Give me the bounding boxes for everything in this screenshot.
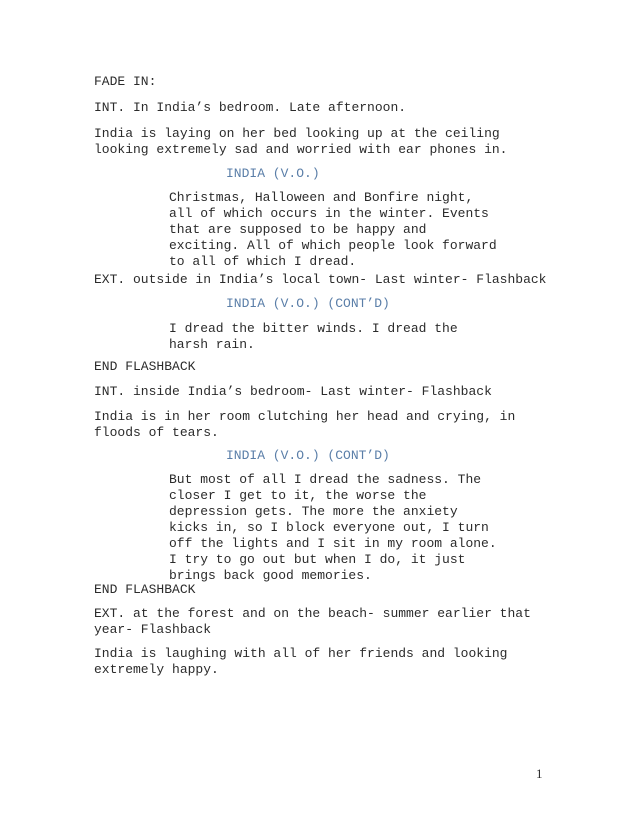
dialogue: But most of all I dread the sadness. The closer I get to it, the worse the depression gets. The more the anxiety kicks in, so I block everyone out, I turn off the lights and I sit in my room alone. I try to go out but when I do, it just brings back good memories.: [169, 472, 497, 583]
transition-fade-in: FADE IN:: [94, 74, 157, 89]
action-line: India is in her room clutching her head and crying, in floods of tears.: [94, 409, 516, 440]
character-name: INDIA (V.O.) (CONT’D): [226, 296, 390, 311]
scene-heading: INT. inside India’s bedroom- Last winter- Flashback: [94, 384, 492, 399]
scene-heading: EXT. at the forest and on the beach- summer earlier that year- Flashback: [94, 606, 531, 637]
character-name: INDIA (V.O.) (CONT’D): [226, 448, 390, 463]
end-flashback: END FLASHBACK: [94, 582, 196, 597]
scene-heading: INT. In India’s bedroom. Late afternoon.: [94, 100, 407, 115]
action-line: India is laughing with all of her friends and looking extremely happy.: [94, 646, 508, 677]
character-name: INDIA (V.O.): [226, 166, 320, 181]
scene-heading: EXT. outside in India’s local town- Last winter- Flashback: [94, 272, 547, 287]
page-number: 1: [536, 766, 543, 781]
dialogue: I dread the bitter winds. I dread the harsh rain.: [169, 321, 458, 352]
end-flashback: END FLASHBACK: [94, 359, 196, 374]
dialogue: Christmas, Halloween and Bonfire night, all of which occurs in the winter. Events that are supposed to be happy and exciting. All of which people look forward to all of which I dread.: [169, 190, 497, 269]
action-line: India is laying on her bed looking up at the ceiling looking extremely sad and worried with ear phones in.: [94, 126, 508, 157]
